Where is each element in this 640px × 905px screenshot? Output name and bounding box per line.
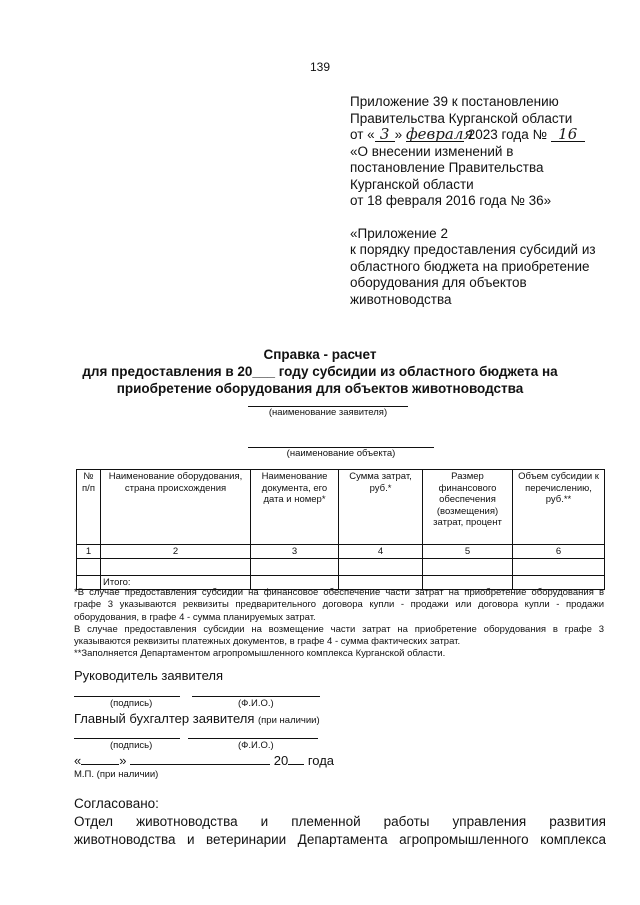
date-close-quote: »	[119, 753, 127, 768]
date-mid: »	[394, 127, 403, 142]
table-column-number-row	[77, 545, 605, 559]
accountant-name-caption: (Ф.И.О.)	[238, 740, 274, 751]
annex-line-4: оборудования для объектов	[350, 275, 527, 290]
date-month-blank	[130, 752, 270, 765]
accountant-signature-caption: (подпись)	[110, 740, 153, 751]
table-cell	[339, 559, 423, 576]
table-cell	[101, 559, 251, 576]
accountant-line	[74, 711, 320, 726]
footnotes	[74, 587, 604, 661]
handwritten-day: 3	[375, 127, 395, 142]
header-cell: Наименование оборудования, страна происхождения	[101, 470, 251, 545]
appendix-block	[350, 94, 610, 308]
object-caption: (наименование объекта)	[286, 448, 396, 459]
date-line	[74, 752, 334, 768]
appendix-line-5: постановление Правительства	[350, 160, 544, 175]
date-year-blank	[288, 752, 304, 765]
column-number-cell: 4	[339, 545, 423, 559]
header-cell: Наименование документа, его дата и номер*	[251, 470, 339, 545]
appendix-line-4: «О внесении изменений в	[350, 143, 514, 159]
column-number-cell: 6	[513, 545, 605, 559]
annex-line-3: областного бюджета на приобретение	[350, 258, 590, 274]
header-cell: Сумма затрат, руб.*	[339, 470, 423, 545]
accountant-signature-line	[74, 738, 180, 739]
appendix-line-2: Правительства Курганской области	[350, 110, 573, 126]
agreed-line-2: животноводства и ветеринарии Департамента агропромышленного комплекса	[74, 832, 606, 847]
table-header-row	[77, 470, 605, 545]
accountant-name-line	[188, 738, 318, 739]
head-signature-caption: (подпись)	[110, 698, 153, 709]
table-cell	[77, 559, 101, 576]
document-subtitle-line-1: для предоставления в 20___ году субсидии из областного бюджета на	[82, 364, 558, 379]
table-empty-row	[77, 559, 605, 576]
date-open-quote: «	[74, 753, 82, 768]
column-number-cell: 5	[423, 545, 513, 559]
accountant-note: (при наличии)	[258, 715, 320, 726]
appendix-date-line	[350, 127, 610, 144]
date-year: 2023 года №	[467, 127, 547, 142]
table-cell	[251, 559, 339, 576]
page-number: 139	[309, 60, 331, 74]
footnote-1: *В случае предоставления субсидии на финансовое обеспечение части затрат на приобретение оборудования в графе 3 указываются реквизиты предварительного договора купли - продажи или договора купли - продажи оборудования, в графе 4 - сумма планируемых затрат.	[74, 587, 604, 623]
column-number-cell: 2	[101, 545, 251, 559]
handwritten-doc-number: 16	[551, 127, 585, 142]
date-year-prefix: 20	[273, 753, 289, 768]
annex-line-2: к порядку предоставления субсидий из	[350, 242, 596, 257]
table-cell	[423, 559, 513, 576]
annex-line-5: животноводства	[350, 291, 452, 307]
head-signature-line	[74, 696, 180, 697]
column-number-cell: 1	[77, 545, 101, 559]
applicant-caption: (наименование заявителя)	[268, 407, 388, 418]
stamp-note: М.П. (при наличии)	[74, 769, 159, 780]
calculation-table	[76, 469, 605, 590]
footnote-3: **Заполняется Департаментом агропромышленного комплекса Курганской области.	[74, 648, 446, 660]
header-cell: Размер финансового обеспечения (возмещения) затрат, процент	[423, 470, 513, 545]
date-prefix: от «	[350, 127, 375, 142]
column-number-cell: 3	[251, 545, 339, 559]
document-title: Справка - расчет	[263, 347, 377, 362]
agreed-label: Согласовано:	[74, 796, 159, 811]
date-day-blank	[81, 752, 119, 765]
total-label: Итого:	[101, 576, 251, 590]
appendix-line-6: Курганской области	[350, 176, 474, 192]
agreed-block	[74, 795, 606, 849]
annex-line-1: «Приложение 2	[350, 225, 448, 241]
footnote-2: В случае предоставления субсидии на возмещение части затрат на приобретение оборудования в графе 3 указываются реквизиты платежных документов, в графе 4 - сумма фактических затрат.	[74, 623, 604, 648]
accountant-label: Главный бухгалтер заявителя	[74, 711, 255, 726]
date-year-suffix: года	[307, 753, 335, 768]
agreed-line-1: Отдел животноводства и племенной работы управления развития	[74, 814, 606, 829]
head-name-line	[192, 696, 320, 697]
header-cell: № п/п	[77, 470, 101, 545]
table-cell	[513, 559, 605, 576]
head-label: Руководитель заявителя	[74, 668, 223, 683]
appendix-line-1: Приложение 39 к постановлению	[350, 94, 559, 109]
appendix-line-7: от 18 февраля 2016 года № 36»	[350, 193, 552, 208]
head-name-caption: (Ф.И.О.)	[238, 698, 274, 709]
document-subtitle-line-2: приобретение оборудования для объектов животноводства	[116, 381, 524, 396]
handwritten-month: февраля	[405, 125, 474, 143]
header-cell: Объем субсидии к перечислению, руб.**	[513, 470, 605, 545]
